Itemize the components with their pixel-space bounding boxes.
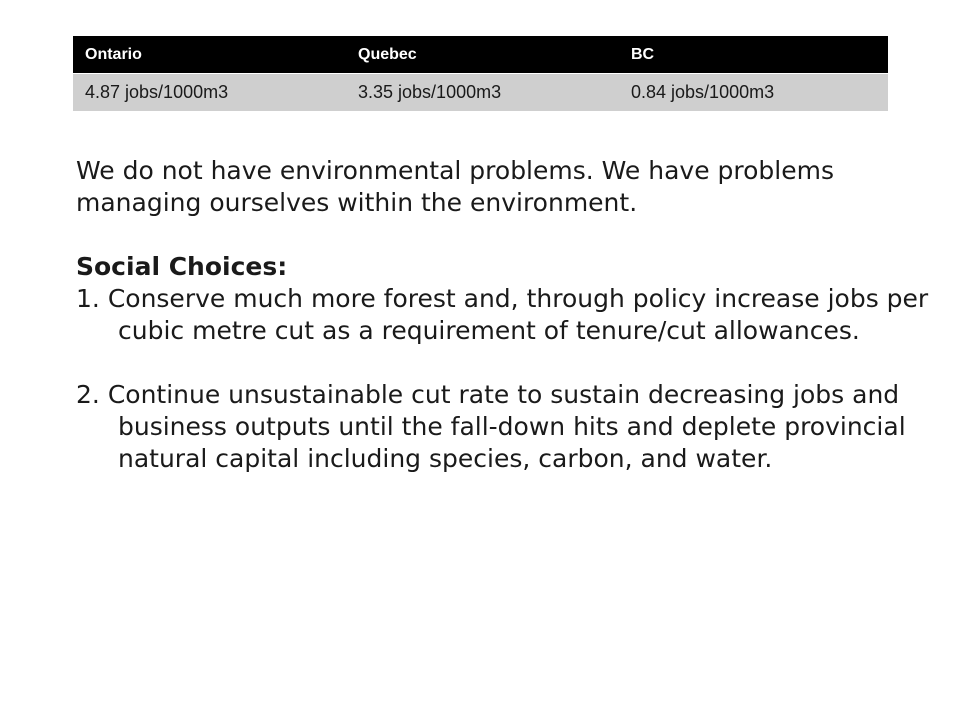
cell-ontario: 4.87 jobs/1000m3 xyxy=(73,74,346,112)
choice-text: Continue unsustainable cut rate to sustain decreasing jobs and business outputs until the fall-down hits and deplete provincial natural capital including species, carbon, and water. xyxy=(107,380,906,473)
header-ontario: Ontario xyxy=(73,36,346,74)
table-header-row xyxy=(73,36,888,74)
table-row xyxy=(73,74,888,112)
choice-number: 1. xyxy=(76,284,100,313)
choice-number: 2. xyxy=(76,380,100,409)
cell-quebec: 3.35 jobs/1000m3 xyxy=(346,74,619,112)
jobs-per-volume-table xyxy=(73,36,888,111)
slide-body xyxy=(76,155,936,475)
statement-text: We do not have environmental problems. We have problems managing ourselves within the environment. xyxy=(76,156,834,217)
social-choices-heading: Social Choices: xyxy=(76,252,288,281)
choice-item-1 xyxy=(76,283,936,347)
header-bc: BC xyxy=(619,36,888,74)
cell-bc: 0.84 jobs/1000m3 xyxy=(619,74,888,112)
choice-text: Conserve much more forest and, through policy increase jobs per cubic metre cut as a requirement of tenure/cut allowances. xyxy=(107,284,929,345)
choice-item-2 xyxy=(76,379,936,475)
header-quebec: Quebec xyxy=(346,36,619,74)
